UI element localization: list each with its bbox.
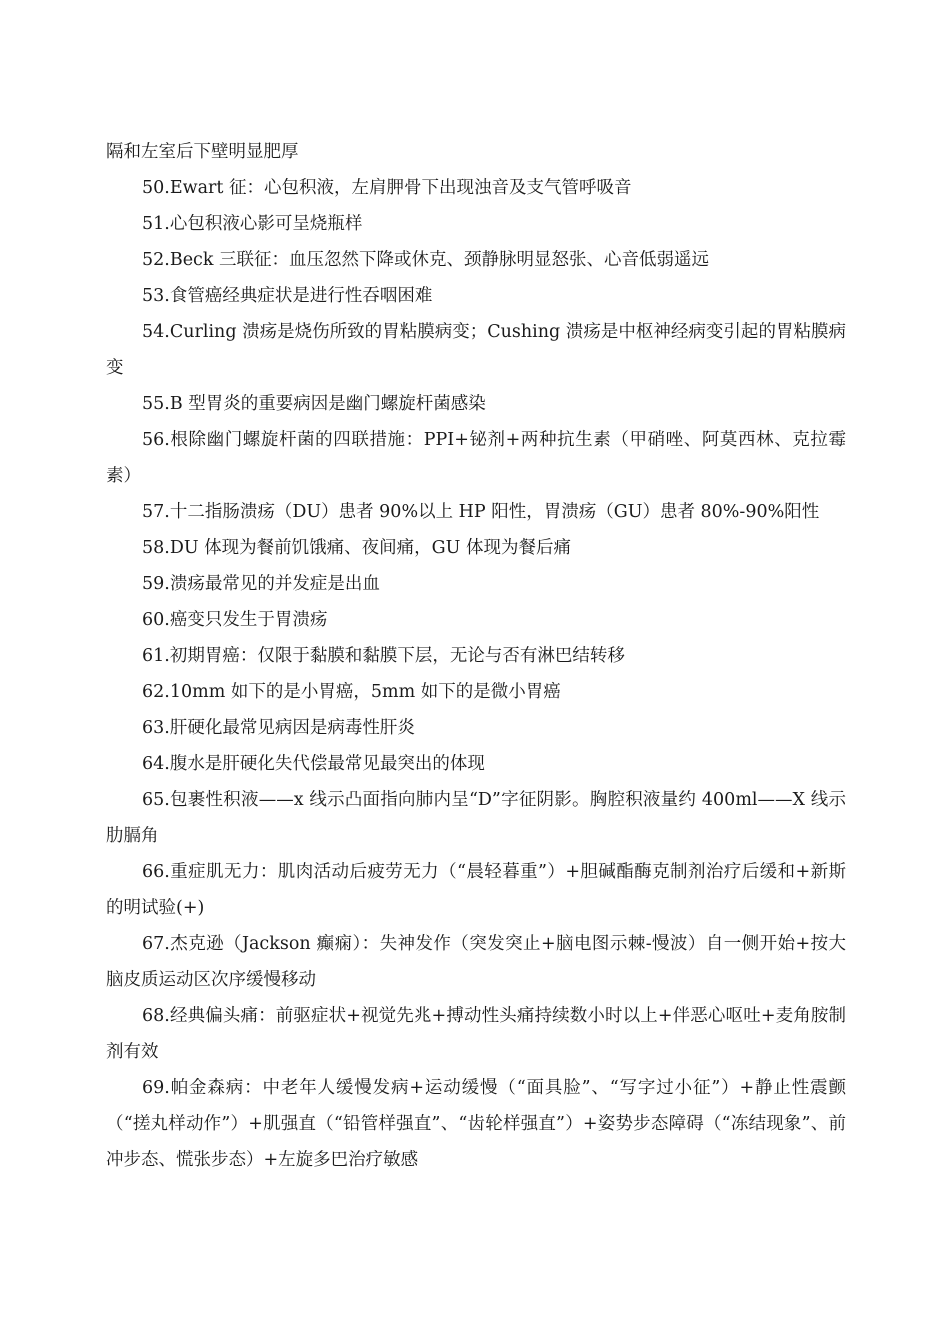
paragraph-item-54: 54.Curling 溃疡是烧伤所致的胃粘膜病变；Cushing 溃疡是中枢神经病变引起的胃粘膜病变 [106,322,846,378]
paragraph-item-67: 67.杰克逊（Jackson 癫痫）：失神发作（突发突止+脑电图示棘-慢波）自一侧开始+按大脑皮质运动区次序缓慢移动 [106,934,846,990]
paragraph-item-51: 51.心包积液心影可呈烧瓶样 [142,214,363,234]
paragraph-item-66: 66.重症肌无力：肌肉活动后疲劳无力（“晨轻暮重”）+胆碱酯酶克制剂治疗后缓和+新斯的明试验(+) [106,862,846,918]
document-body [106,134,846,1178]
paragraph-item-65: 65.包裹性积液——x 线示凸面指向肺内呈“D”字征阴影。胸腔积液量约 400ml——X 线示肋膈角 [106,790,846,846]
paragraph-item-56: 56.根除幽门螺旋杆菌的四联措施：PPI+铋剂+两种抗生素（甲硝唑、阿莫西林、克拉霉素） [106,430,846,486]
paragraph-item-58: 58.DU 体现为餐前饥饿痛、夜间痛，GU 体现为餐后痛 [142,538,571,558]
paragraph-item-61: 61.初期胃癌：仅限于黏膜和黏膜下层，无论与否有淋巴结转移 [142,646,625,666]
paragraph-item-60: 60.癌变只发生于胃溃疡 [142,610,328,630]
paragraph-item-52: 52.Beck 三联征：血压忽然下降或休克、颈静脉明显怒张、心音低弱遥远 [142,250,710,270]
paragraph-continuation: 隔和左室后下壁明显肥厚 [106,142,299,162]
paragraph-item-55: 55.B 型胃炎的重要病因是幽门螺旋杆菌感染 [142,394,486,414]
paragraph-item-63: 63.肝硬化最常见病因是病毒性肝炎 [142,718,415,738]
paragraph-item-57: 57.十二指肠溃疡（DU）患者 90%以上 HP 阳性，胃溃疡（GU）患者 80%-90%阳性 [142,502,820,522]
paragraph-item-64: 64.腹水是肝硬化失代偿最常见最突出的体现 [142,754,485,774]
paragraph-item-53: 53.食管癌经典症状是进行性吞咽困难 [142,286,433,306]
paragraph-item-68: 68.经典偏头痛：前驱症状+视觉先兆+搏动性头痛持续数小时以上+伴恶心呕吐+麦角胺制剂有效 [106,1006,846,1062]
paragraph-item-59: 59.溃疡最常见的并发症是出血 [142,574,380,594]
paragraph-item-50: 50.Ewart 征：心包积液，左肩胛骨下出现浊音及支气管呼吸音 [142,178,632,198]
paragraph-item-69: 69.帕金森病：中老年人缓慢发病+运动缓慢（“面具脸”、“写字过小征”）+静止性震颤（“搓丸样动作”）+肌强直（“铅管样强直”、“齿轮样强直”）+姿势步态障碍（“冻结现象”、前冲步态、慌张步态）+左旋多巴治疗敏感 [106,1078,846,1170]
paragraph-item-62: 62.10mm 如下的是小胃癌，5mm 如下的是微小胃癌 [142,682,561,702]
